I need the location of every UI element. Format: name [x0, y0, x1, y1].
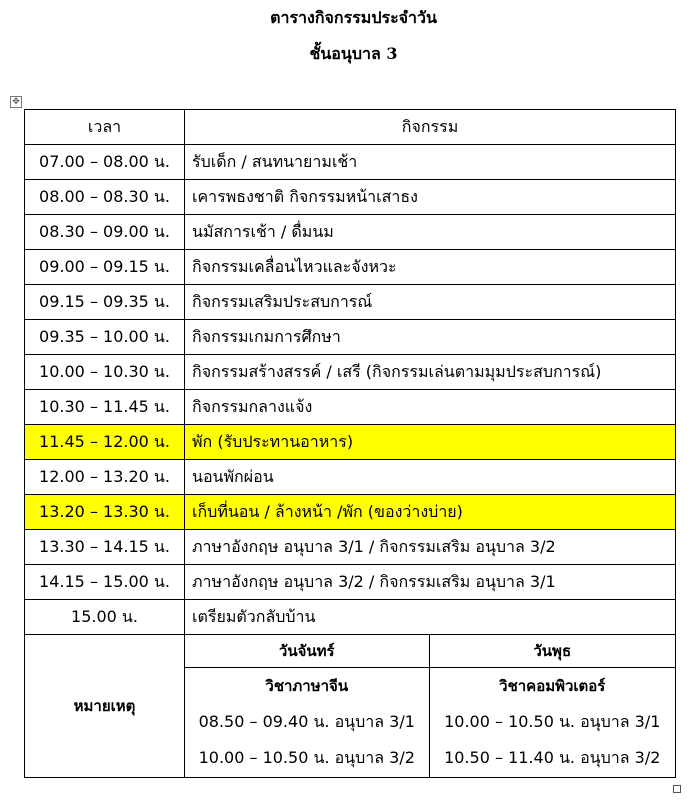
schedule-row	[25, 355, 676, 390]
time-cell: 14.15 – 15.00 น.	[25, 565, 185, 600]
schedule-row	[25, 180, 676, 215]
time-cell: 08.00 – 08.30 น.	[25, 180, 185, 215]
activity-cell: ภาษาอังกฤษ อนุบาล 3/1 / กิจกรรมเสริม อนุบาล 3/2	[185, 530, 676, 565]
monday-slot: 08.50 – 09.40 น. อนุบาล 3/1	[185, 704, 429, 740]
monday-slot: 10.00 – 10.50 น. อนุบาล 3/2	[185, 741, 429, 777]
move-icon[interactable]: ✥	[10, 96, 22, 108]
activity-cell: กิจกรรมเคลื่อนไหวและจังหวะ	[185, 250, 676, 285]
activity-cell: รับเด็ก / สนทนายามเช้า	[185, 145, 676, 180]
wednesday-header: วันพุธ	[429, 635, 675, 668]
schedule-row	[25, 390, 676, 425]
time-cell: 13.30 – 14.15 น.	[25, 530, 185, 565]
wednesday-slot: 10.00 – 10.50 น. อนุบาล 3/1	[444, 712, 661, 732]
time-cell: 15.00 น.	[25, 600, 185, 635]
schedule-table	[24, 109, 676, 778]
time-cell: 13.20 – 13.30 น.	[25, 495, 185, 530]
header-row	[25, 110, 676, 145]
schedule-row	[25, 215, 676, 250]
time-cell: 12.00 – 13.20 น.	[25, 460, 185, 495]
activity-cell: กิจกรรมเกมการศึกษา	[185, 320, 676, 355]
activity-cell: เคารพธงชาติ กิจกรรมหน้าเสาธง	[185, 180, 676, 215]
activity-cell: กิจกรรมกลางแจ้ง	[185, 390, 676, 425]
time-cell: 11.45 – 12.00 น.	[25, 425, 185, 460]
remarks-table	[185, 635, 675, 777]
activity-cell: นมัสการเช้า / ดื่มนม	[185, 215, 676, 250]
schedule-row	[25, 285, 676, 320]
activity-cell: พัก (รับประทานอาหาร)	[185, 425, 676, 460]
time-cell: 09.00 – 09.15 น.	[25, 250, 185, 285]
page-title: ตารางกิจกรรมประจำวัน	[270, 8, 437, 27]
time-cell: 10.00 – 10.30 น.	[25, 355, 185, 390]
header-time: เวลา	[25, 110, 185, 145]
time-cell: 09.35 – 10.00 น.	[25, 320, 185, 355]
activity-cell: นอนพักผ่อน	[185, 460, 676, 495]
resize-handle[interactable]	[673, 785, 681, 793]
schedule-row	[25, 250, 676, 285]
monday-subject: วิชาภาษาจีน	[185, 668, 429, 705]
time-cell: 07.00 – 08.00 น.	[25, 145, 185, 180]
activity-cell: กิจกรรมเสริมประสบการณ์	[185, 285, 676, 320]
schedule-row	[25, 530, 676, 565]
activity-cell: เก็บที่นอน / ล้างหน้า /พัก (ของว่างบ่าย)	[185, 495, 676, 530]
activity-cell: กิจกรรมสร้างสรรค์ / เสรี (กิจกรรมเล่นตามมุมประสบการณ์)	[185, 355, 676, 390]
activity-cell: ภาษาอังกฤษ อนุบาล 3/2 / กิจกรรมเสริม อนุบาล 3/1	[185, 565, 676, 600]
schedule-row	[25, 460, 676, 495]
page-subtitle: ชั้นอนุบาล 3	[309, 44, 398, 63]
remarks-row	[25, 635, 676, 778]
wednesday-subject: วิชาคอมพิวเตอร์	[499, 677, 606, 696]
schedule-row	[25, 565, 676, 600]
wednesday-slot: 10.50 – 11.40 น. อนุบาล 3/2	[444, 748, 661, 768]
schedule-row	[25, 145, 676, 180]
schedule-row	[25, 495, 676, 530]
schedule-row	[25, 320, 676, 355]
time-cell: 08.30 – 09.00 น.	[25, 215, 185, 250]
remarks-cell	[185, 635, 676, 778]
activity-cell: เตรียมตัวกลับบ้าน	[185, 600, 676, 635]
time-cell: 10.30 – 11.45 น.	[25, 390, 185, 425]
schedule-row	[25, 600, 676, 635]
time-cell: 09.15 – 09.35 น.	[25, 285, 185, 320]
remarks-label: หมายเหตุ	[25, 635, 185, 778]
monday-header: วันจันทร์	[185, 635, 429, 668]
schedule-row	[25, 425, 676, 460]
header-activity: กิจกรรม	[185, 110, 676, 145]
